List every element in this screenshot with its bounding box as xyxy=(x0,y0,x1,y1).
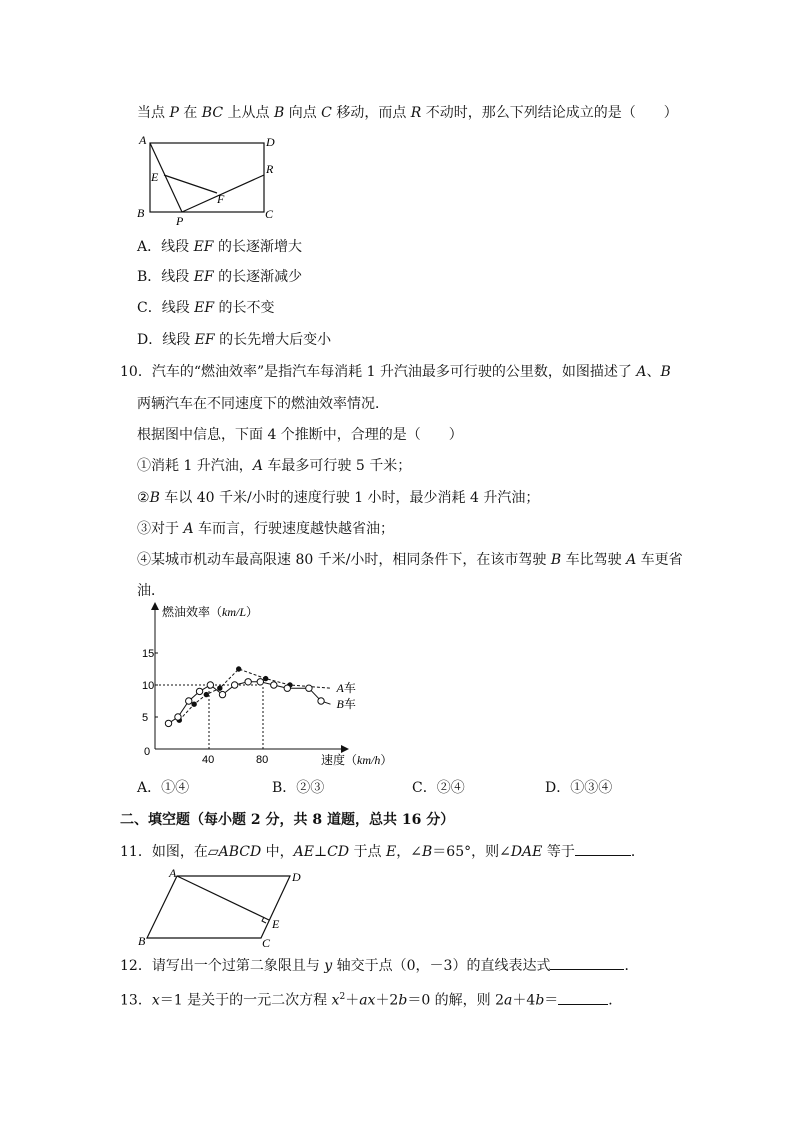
q9-option-b: B．线段 EF 的长逐渐减少 xyxy=(137,269,303,285)
x-axis-label: 速度（km/h） xyxy=(321,753,393,767)
data-point xyxy=(165,720,171,726)
fuel-efficiency-chart xyxy=(135,598,395,773)
x-tick-label: 80 xyxy=(256,754,269,766)
data-point xyxy=(231,682,237,688)
q10-stem-line3: 根据图中信息，下面 4 个推断中，合理的是（ ） xyxy=(137,427,463,443)
label-c: C xyxy=(262,936,271,950)
y-tick-label: 5 xyxy=(142,712,149,724)
data-point xyxy=(257,679,263,685)
q10-statement-1: ①消耗 1 升汽油，A 车最多可行驶 5 千米； xyxy=(137,458,412,474)
segment-ae xyxy=(177,876,269,920)
q10-option-c: C．②④ xyxy=(412,780,465,796)
data-point xyxy=(196,688,202,694)
q12-stem: 12．请写出一个过第二象限且与 y 轴交于点（0，－3）的直线表达式 ． xyxy=(120,958,639,974)
q10-option-a: A．①④ xyxy=(137,780,190,796)
q9-stem: 当点 P 在 BC 上从点 B 向点 C 移动，而点 R 不动时，那么下列结论成立的是（ ） xyxy=(137,105,678,121)
q11-answer-blank[interactable] xyxy=(575,843,631,856)
data-point xyxy=(237,667,241,671)
q11-parallelogram-figure xyxy=(135,864,315,950)
label-d: D xyxy=(266,135,275,149)
q10-statement-2: ②B 车以 40 千米/小时的速度行驶 1 小时，最少消耗 4 升汽油； xyxy=(137,490,540,506)
q9-option-a: A．线段 EF 的长逐渐增大 xyxy=(137,239,302,255)
label-f: F xyxy=(217,192,225,206)
origin-label: 0 xyxy=(144,746,151,758)
q9-option-d: D．线段 EF 的长先增大后变小 xyxy=(137,332,332,348)
label-b: B xyxy=(137,206,145,220)
parallelogram-abcd xyxy=(147,876,290,938)
q9-rectangle-figure xyxy=(135,132,285,228)
data-point xyxy=(271,682,277,688)
rect-abcd xyxy=(150,143,264,212)
data-point xyxy=(175,714,181,720)
data-point xyxy=(204,692,208,696)
section-title-fill-in: 二、填空题（每小题 2 分，共 8 道题，总共 16 分） xyxy=(120,812,455,828)
label-d: D xyxy=(292,870,301,884)
data-point xyxy=(192,702,196,706)
series-line xyxy=(179,669,330,720)
data-point xyxy=(207,682,213,688)
q13-stem: 13．x＝1 是关于的一元二次方程 $x^2+ax+2b=0$ 的解，则 2a＋4b＝ ． xyxy=(120,992,623,1009)
x-tick-label: 40 xyxy=(202,754,215,766)
q10-statement-4-cont: 油． xyxy=(137,583,165,599)
q10-option-b: B．②③ xyxy=(272,780,325,796)
y-tick-label: 15 xyxy=(142,648,155,660)
q12-answer-blank[interactable] xyxy=(550,957,624,970)
data-point xyxy=(264,676,268,680)
q9-option-c: C．线段 EF 的长不变 xyxy=(137,300,275,316)
q10-stem-line1: 10．汽车的“燃油效率”是指汽车每消耗 1 升汽油最多可行驶的公里数，如图描述了 A、B xyxy=(120,364,671,380)
q11-stem: 11．如图，在▱ABCD 中，AE⊥CD 于点 E，∠B＝65°，则∠DAE 等于 ． xyxy=(120,844,645,860)
label-a: A xyxy=(139,133,147,147)
data-point xyxy=(186,698,192,704)
data-point xyxy=(245,679,251,685)
data-point xyxy=(219,691,225,697)
q10-option-d: D．①③④ xyxy=(545,780,613,796)
label-a: A xyxy=(169,866,177,880)
data-point xyxy=(306,685,312,691)
label-r: R xyxy=(266,162,274,176)
y-tick-label: 10 xyxy=(142,680,155,692)
data-point xyxy=(218,686,222,690)
label-b: B xyxy=(138,934,146,948)
label-c: C xyxy=(265,207,274,221)
series-label: B车 xyxy=(336,697,356,712)
data-point xyxy=(318,698,324,704)
q13-answer-blank[interactable] xyxy=(558,992,608,1005)
label-e: E xyxy=(151,170,159,184)
label-p: P xyxy=(176,214,184,228)
q10-statement-4: ④某城市机动车最高限速 80 千米/小时，相同条件下，在该市驾驶 B 车比驾驶 A 车更省 xyxy=(137,552,683,568)
series-label: A车 xyxy=(336,681,356,696)
y-axis-label: 燃油效率（km/L） xyxy=(162,605,259,619)
q10-statement-3: ③对于 A 车而言，行驶速度越快越省油； xyxy=(137,521,395,537)
q10-stem-line2: 两辆汽车在不同速度下的燃油效率情况． xyxy=(137,396,389,412)
data-point xyxy=(284,685,290,691)
label-e: E xyxy=(272,917,280,931)
